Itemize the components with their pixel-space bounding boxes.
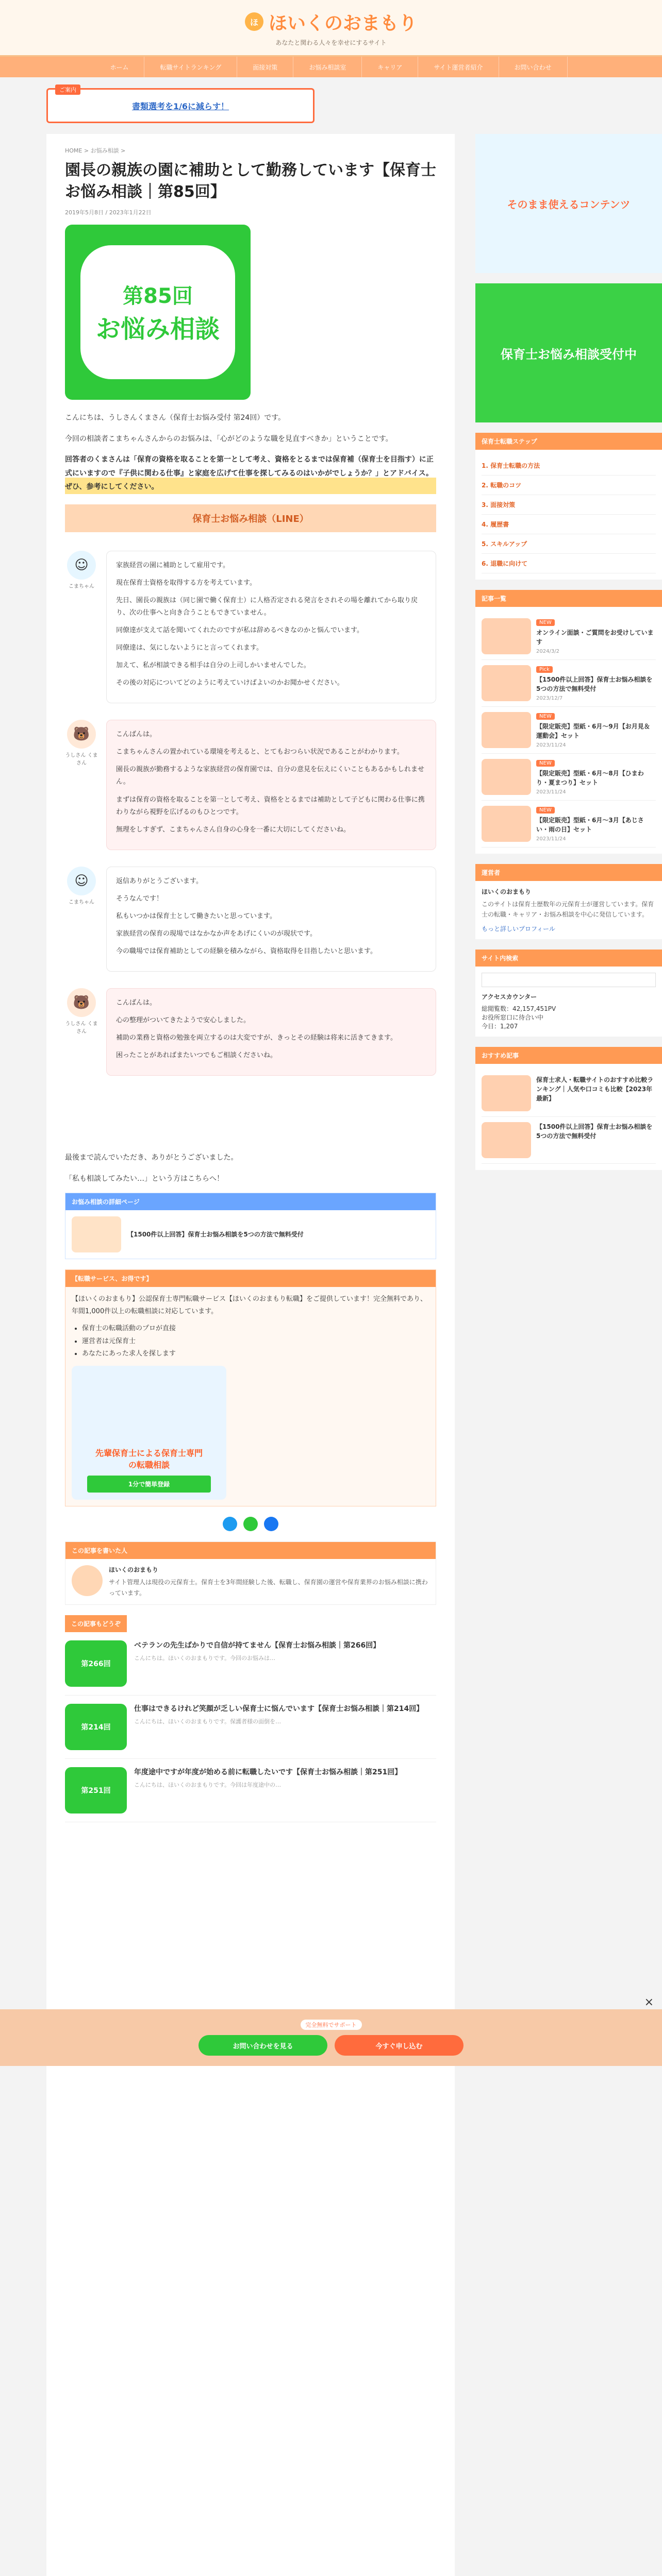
sponsor-image-line2: の転職相談 [128, 1460, 170, 1470]
nav-item-ranking[interactable]: 転職サイトランキング [144, 57, 237, 77]
article-title: 園長の親族の園に補助として勤務しています【保育士お悩み相談｜第85回】 [65, 161, 436, 201]
eyecatch-bubble [80, 245, 235, 379]
chat-paragraph: 同僚達が支えて話を聞いてくれたのですが私は辞めるべきなのかと悩んでいます。 [116, 626, 363, 635]
step-link-3[interactable]: 3. 面接対策 [482, 501, 516, 509]
chat-avatar [65, 551, 98, 703]
chat-paragraph: 園長の親族が勤務するような家族経営の保育園では、自分の意見を伝えにくいこともあるかもしれません。 [116, 766, 425, 786]
article-intro [65, 411, 436, 494]
closing-text: 最後まで読んでいただき、ありがとうございました。 [65, 1154, 238, 1162]
step-link-1[interactable]: 1. 保育士転職の方法 [482, 462, 540, 469]
steps-list [475, 450, 662, 580]
author-avatar [72, 1565, 103, 1596]
nav-item-about[interactable]: サイト運営者紹介 [418, 57, 499, 77]
eyecatch-number: 第85回 [123, 284, 193, 308]
site-logo[interactable] [245, 9, 417, 35]
ranking-text [536, 806, 656, 842]
nav-item-consult[interactable]: お悩み相談室 [293, 57, 362, 77]
ranking-title: 【限定販売】型紙・6月〜3月【あじさい・雨の日】セット [536, 817, 644, 833]
sponsor-list-item: • あなたにあった求人を探します [82, 1348, 429, 1361]
related-posts [65, 1615, 436, 1822]
ranking-title: オンライン面談・ご質問をお受けしています [536, 629, 654, 646]
sidebar-ad-consult[interactable]: 保育士お悩み相談受付中 [475, 283, 662, 422]
ranking-title: 【限定販売】型紙・6月〜9月【お月見＆運動会】セット [536, 723, 650, 739]
global-nav [0, 57, 662, 77]
ranking-tag: Pick [536, 666, 553, 673]
sponsor-text: 【ほいくのおまもり】公認保育士専門転職サービス【ほいくのおまもり転職】をご提供しています！完全無料であり、年間1,000件以上の転職相談に対応しています。 [72, 1295, 427, 1315]
chat-paragraph: 困ったことがあればまたいつでもご相談くださいね。 [116, 1052, 277, 1060]
line-share-icon[interactable] [243, 1517, 258, 1531]
article-dates: 2019年5月8日 / 2023年1月22日 [65, 209, 152, 216]
ranking-card [475, 590, 662, 854]
site-header [0, 0, 662, 57]
ranking-date: 2023/11/24 [536, 742, 566, 748]
profile-name: ほいくのおまもり [482, 888, 532, 895]
chat-paragraph: 今の職場では保育補助としての経験を積みながら、資格取得を目指したいと思います。 [116, 947, 377, 955]
step-link-2[interactable]: 2. 転職のコツ [482, 482, 522, 489]
recommend-thumb [482, 1075, 531, 1111]
stats-line: お役所窓口に待合い中 [482, 1013, 544, 1021]
sponsor-image-line1: 先輩保育士による保育士専門 [95, 1448, 203, 1459]
ranking-tag: NEW [536, 760, 555, 767]
sponsor-box [65, 1269, 436, 1506]
step-link-6[interactable]: 6. 退職に向けて [482, 560, 528, 567]
ranking-date: 2023/11/24 [536, 836, 566, 842]
consult-box-body [65, 1210, 436, 1259]
chat-paragraph: 加えて、私が相談できる相手は自分の上司しかいませんでした。 [116, 662, 310, 670]
cta-apply-button[interactable]: 今すぐ申し込む [335, 2035, 464, 2056]
nav-item-contact[interactable]: お問い合わせ [499, 57, 568, 77]
profile-heading: 運営者 [475, 864, 662, 881]
steps-card [475, 433, 662, 580]
chat-paragraph: 同僚達は、気にしないようにと言ってくれます。 [116, 644, 263, 652]
logo-mark-icon: ほ [245, 12, 263, 31]
intro-paragraph-3: 回答者のくまさんは「保育の資格を取ることを第一として考え、資格をとるまでは保育補（保育士を目指す）に正式にいますので『子供に関わる仕事』と家庭を広げて仕事を探してみるのはいかがでしょうか？」とアドバイス。ぜひ、参考にしてください。 [65, 453, 436, 494]
profile-text: このサイトは保育士歴数年の元保育士が運営しています。保育士の転職・キャリア・お悩み相談を中心に発信しています。 [482, 901, 654, 919]
chat-paragraph: 無理をしすぎず、こまちゃんさん自身の心身を一番に大切にしてくださいね。 [116, 825, 350, 834]
stats-line: 今日：1,207 [482, 1022, 518, 1030]
cta-inquiry-button[interactable]: お問い合わせを見る [198, 2035, 327, 2056]
recommend-thumb [482, 1122, 531, 1158]
chat-paragraph: こんばんは。 [116, 998, 157, 1007]
eyecatch-image [65, 225, 251, 400]
ranking-thumb [482, 618, 531, 654]
chat-message [65, 711, 436, 858]
notice-banner-area [0, 77, 662, 134]
ranking-title: 【1500件以上回答】保育士お悩み相談を5つの方法で無料受付 [536, 676, 653, 692]
ranking-thumb [482, 712, 531, 748]
chat-author-name: うしさん くまさん [65, 753, 98, 767]
ranking-item[interactable] [482, 801, 656, 848]
site-search-input[interactable] [482, 973, 656, 987]
recommend-item[interactable] [482, 1117, 656, 1164]
chat-avatar-face-icon: ☺ [67, 867, 96, 895]
author-heading: この記事を書いた人 [65, 1542, 436, 1559]
ranking-list [475, 607, 662, 854]
sidebar-ad-content[interactable]: そのまま使えるコンテンツ [475, 134, 662, 273]
nav-item-home[interactable]: ホーム [94, 57, 144, 77]
related-item[interactable] [65, 1759, 436, 1822]
chat-paragraph: こまちゃんさんの置かれている環境を考えると、とてもおつらい状況であることがわかります。 [116, 748, 404, 756]
steps-heading: 保育士転職ステップ [475, 433, 662, 450]
chat-paragraph: 補助の業務と資格の勉強を両立するのは大変ですが、きっとその経験は将来に活きてきます。 [116, 1034, 397, 1042]
ranking-text [536, 759, 656, 795]
author-name: ほいくのおまもり [109, 1566, 159, 1574]
chat-avatar [65, 988, 98, 1076]
ranking-tag: NEW [536, 713, 555, 720]
nav-item-interview[interactable]: 面接対策 [237, 57, 293, 77]
chat-paragraph: 現在保育士資格を取得する方を考えています。 [116, 579, 256, 587]
related-desc: こんにちは、ほいくのおまもりです。保護者様の面倒を… [134, 1718, 282, 1725]
recommend-list [475, 1064, 662, 1170]
chat-bubble [106, 988, 436, 1076]
intro-paragraph-1: こんにちは、うしさんくまさん（保育士お悩み受付 第24回）です。 [65, 414, 286, 422]
chat-paragraph: こんばんは。 [116, 731, 157, 739]
stats-count-title: アクセスカウンター [482, 993, 537, 1001]
ranking-thumb [482, 665, 531, 701]
sponsor-image[interactable] [72, 1366, 226, 1500]
related-list [65, 1632, 436, 1822]
related-text [134, 1640, 380, 1687]
share-buttons [65, 1517, 436, 1531]
ranking-date: 2023/12/7 [536, 696, 563, 701]
chat-paragraph: そうなんです！ [116, 894, 163, 903]
twitter-share-icon[interactable] [223, 1517, 237, 1531]
related-item[interactable] [65, 1696, 436, 1759]
ranking-date: 2023/11/24 [536, 789, 566, 795]
chat-paragraph: 返信ありがとうございます。 [116, 877, 203, 885]
chat-bubble [106, 867, 436, 972]
section-heading: 保育士お悩み相談（LINE） [65, 504, 436, 532]
step-link-4[interactable]: 4. 履歴書 [482, 521, 509, 528]
related-title: 仕事はできるけれど笑顔が乏しい保育士に悩んでいます【保育士お悩み相談｜第214回】 [134, 1704, 424, 1713]
sponsor-body [65, 1287, 436, 1506]
author-body [65, 1559, 436, 1604]
sponsor-register-button[interactable]: 1分で簡単登録 [87, 1476, 211, 1493]
chat-paragraph: その後の対応についてどのように考えていけばよいのかお聞かせください。 [116, 679, 344, 687]
chat-bubble [106, 551, 436, 703]
author-box [65, 1541, 436, 1605]
chat-avatar-face-icon: 🐻 [67, 720, 96, 749]
sponsor-list-item: • 運営者は元保育士 [82, 1335, 429, 1348]
related-title: 年度途中ですが年度が始める前に転職したいです【保育士お悩み相談｜第251回】 [134, 1768, 402, 1776]
logo-text: ほいくのおまもり [268, 12, 417, 34]
stats-card [475, 950, 662, 1037]
ranking-item[interactable] [482, 660, 656, 707]
chat-avatar-face-icon: 🐻 [67, 988, 96, 1017]
ranking-item[interactable] [482, 707, 656, 754]
ranking-heading: 記事一覧 [475, 590, 662, 607]
chat-thread [65, 543, 436, 1084]
eyecatch-text: お悩み相談 [95, 315, 220, 344]
ranking-thumb [482, 806, 531, 842]
recommend-heading: おすすめ記事 [475, 1047, 662, 1064]
related-heading: この記事もどうぞ [65, 1615, 127, 1632]
chat-message [65, 858, 436, 980]
consult-box-heading: お悩み相談の詳細ページ [65, 1193, 436, 1210]
notice-link[interactable]: 書類選考を1/6に減らす！ [131, 101, 229, 111]
ranking-text [536, 665, 656, 701]
sidebar [475, 134, 662, 2576]
page-layout [0, 134, 662, 2576]
site-tagline: あなたと関わる人々を幸せにするサイト [275, 39, 387, 46]
consult-box [65, 1193, 436, 1259]
recommend-title: 保育士求人・転職サイトのおすすめ比較ランキング｜人気や口コミも比較【2023年最新】 [536, 1076, 654, 1102]
related-thumb: 第214回 [65, 1704, 127, 1750]
recommend-title: 【1500件以上回答】保育士お悩み相談を5つの方法で無料受付 [536, 1123, 653, 1140]
stats-line: 総閲覧数：42,157,451PV [482, 1005, 556, 1012]
related-title: ベテランの先生ばかりで自信が持てません【保育士お悩み相談｜第266回】 [134, 1641, 380, 1650]
breadcrumb[interactable]: HOME > お悩み相談 > [65, 147, 126, 154]
closing-block [65, 1151, 436, 1185]
chat-avatar [65, 867, 98, 972]
notice-banner [46, 88, 315, 123]
chat-message [65, 980, 436, 1084]
related-item[interactable] [65, 1632, 436, 1696]
profile-body [475, 881, 662, 939]
recommend-item[interactable] [482, 1070, 656, 1117]
ranking-text [536, 712, 656, 748]
ranking-item[interactable] [482, 754, 656, 801]
related-text [134, 1767, 402, 1814]
sticky-cta-bar [0, 1996, 662, 2066]
intro-paragraph-2: 今回の相談者こまちゃんさんからのお悩みは、「心がどのような職を見直すべきか」ということです。 [65, 434, 393, 443]
article-main [46, 134, 455, 2576]
consult-box-thumb [72, 1216, 121, 1252]
profile-link[interactable]: もっと詳しいプロフィール [482, 925, 555, 933]
chat-author-name: こまちゃん [69, 583, 94, 589]
profile-card [475, 864, 662, 939]
related-desc: こんにちは。ほいくのおまもりです。今回のお悩みは… [134, 1654, 276, 1662]
stats-body [475, 967, 662, 1037]
ranking-date: 2024/3/2 [536, 649, 559, 654]
chat-paragraph: 先日、園長の親族は（同じ園で働く保育士）に人格否定される発言をされその場を離れてから取り戻り、次の仕事へと向き合うこともできていません。 [116, 597, 418, 617]
related-text [134, 1704, 423, 1750]
cta-buttons [198, 2035, 464, 2056]
chat-paragraph: 家族経営の園に補助として雇用です。 [116, 561, 229, 569]
author-text: サイト管理人は現役の元保育士。保育士を3年間経験した後、転職し、保育園の運営や保育業界のお悩み相談に携わっています。 [109, 1579, 428, 1597]
related-thumb: 第251回 [65, 1767, 127, 1814]
related-thumb: 第266回 [65, 1640, 127, 1687]
chat-paragraph: まずは保育の資格を取ることを第一として考え、資格をとるまでは補助として子どもに関わる仕事に携わりながら視野を広げるのもひとつです。 [116, 795, 425, 816]
ranking-thumb [482, 759, 531, 795]
facebook-share-icon[interactable] [264, 1517, 278, 1531]
chat-author-name: うしさん くまさん [65, 1021, 98, 1035]
sponsor-list [82, 1323, 429, 1361]
chat-author-name: こまちゃん [69, 899, 94, 905]
nav-item-career[interactable]: キャリア [362, 57, 418, 77]
chat-paragraph: 心の整理がついてきたようで安心しました。 [116, 1016, 251, 1024]
chat-message [65, 543, 436, 711]
ranking-tag: NEW [536, 619, 555, 626]
chat-avatar [65, 720, 98, 850]
close-icon[interactable]: × [644, 1996, 654, 2009]
consult-box-link[interactable]: 【1500件以上回答】保育士お悩み相談を5つの方法で無料受付 [127, 1231, 304, 1239]
related-desc: こんにちは、ほいくのおまもりです。今回は年度途中の… [134, 1781, 282, 1788]
cta-label: 完全無料でサポート [301, 2020, 362, 2030]
chat-paragraph: 私もいつかは保育士として働きたいと思っています。 [116, 912, 276, 920]
recommend-card [475, 1047, 662, 1170]
notice-tag: ご案内 [55, 84, 80, 95]
sponsor-heading: 【転職サービス、お得です】 [65, 1270, 436, 1287]
closing-text-2: 「私も相談してみたい…」という方はこちらへ！ [65, 1174, 224, 1183]
ranking-item[interactable] [482, 613, 656, 660]
chat-paragraph: 家族経営の保育の現場ではなかなか声をあげにくいのが現状です。 [116, 929, 317, 938]
ranking-text [536, 618, 656, 654]
chat-avatar-face-icon: ☺ [67, 551, 96, 580]
sponsor-list-item: • 保育士の転職活動のプロが直接 [82, 1323, 429, 1335]
ranking-tag: NEW [536, 807, 555, 814]
chat-bubble [106, 720, 436, 850]
ranking-title: 【限定販売】型紙・6月〜8月【ひまわり・夏まつり】セット [536, 770, 644, 786]
step-link-5[interactable]: 5. スキルアップ [482, 540, 527, 548]
stats-heading: サイト内検索 [475, 950, 662, 967]
